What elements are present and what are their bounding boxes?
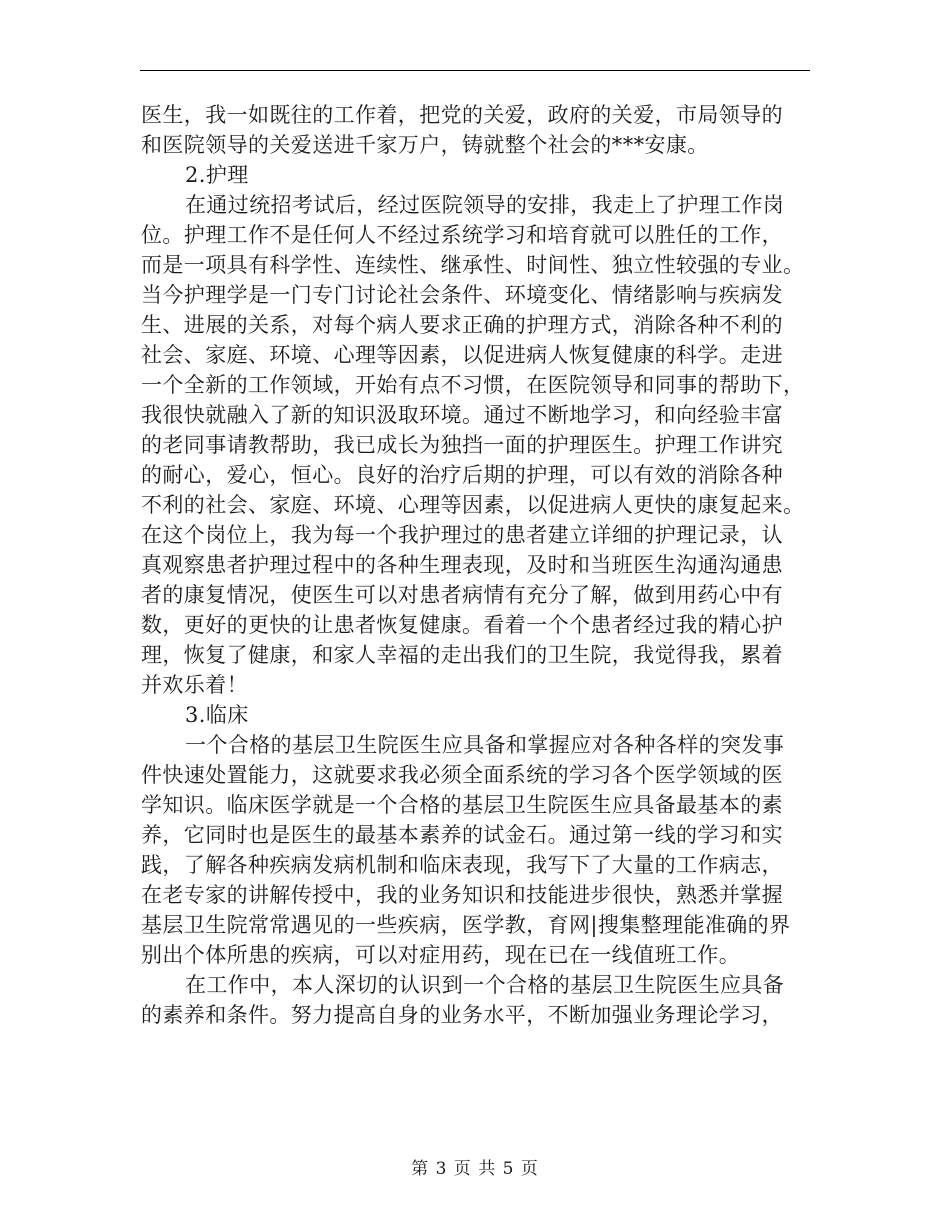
text-line: 的耐心，爱心，恒心。良好的治疗后期的护理，可以有效的消除各种: [141, 463, 783, 487]
body-text: [141, 100, 811, 1030]
text-line: 数，更好的更快的让患者恢复健康。看着一个个患者经过我的精心护: [141, 613, 783, 637]
text-line: 在通过统招考试后，经过医院领导的安排，我走上了护理工作岗: [185, 193, 785, 217]
header-rule: [140, 70, 810, 71]
text-line: 我很快就融入了新的知识汲取环境。通过不断地学习，和向经验丰富: [141, 403, 783, 427]
text-line: 养，它同时也是医生的最基本素养的试金石。通过第一线的学习和实: [141, 823, 783, 847]
text-line: 件快速处置能力，这就要求我必须全面系统的学习各个医学领域的医: [141, 763, 783, 787]
text-line: 生、进展的关系，对每个病人要求正确的护理方式，消除各种不利的: [141, 313, 783, 337]
text-line: 一个合格的基层卫生院医生应具备和掌握应对各种各样的突发事: [185, 733, 785, 757]
section-heading-clinical: 3.临床: [185, 703, 249, 727]
text-line: 的素养和条件。努力提高自身的业务水平，不断加强业务理论学习，: [141, 1003, 783, 1027]
text-line: 医生，我一如既往的工作着，把党的关爱，政府的关爱，市局领导的: [141, 103, 783, 127]
text-line: 学知识。临床医学就是一个合格的基层卫生院医生应具备最基本的素: [141, 793, 783, 817]
text-line: 位。护理工作不是任何人不经过系统学习和培育就可以胜任的工作，: [141, 223, 783, 247]
text-line: 别出个体所患的疾病，可以对症用药，现在已在一线值班工作。: [141, 943, 741, 967]
text-line: 践，了解各种疾病发病机制和临床表现，我写下了大量的工作病志，: [141, 853, 783, 877]
text-line: 真观察患者护理过程中的各种生理表现，及时和当班医生沟通沟通患: [141, 553, 783, 577]
text-line: 基层卫生院常常遇见的一些疾病，医学教，育网|搜集整理能准确的界: [141, 913, 791, 937]
text-line: 而是一项具有科学性、连续性、继承性、时间性、独立性较强的专业。: [141, 253, 805, 277]
text-line: 当今护理学是一门专门讨论社会条件、环境变化、情绪影响与疾病发: [141, 283, 783, 307]
text-line: 在老专家的讲解传授中，我的业务知识和技能进步很快，熟悉并掌握: [141, 883, 783, 907]
text-line: 者的康复情况，使医生可以对患者病情有充分了解，做到用药心中有: [141, 583, 783, 607]
text-line: 一个全新的工作领域，开始有点不习惯，在医院领导和同事的帮助下，: [141, 373, 805, 397]
text-line: 并欢乐着！: [141, 673, 248, 697]
text-line: 和医院领导的关爱送进千家万户，铸就整个社会的***安康。: [141, 133, 709, 157]
text-line: 的老同事请教帮助，我已成长为独挡一面的护理医生。护理工作讲究: [141, 433, 783, 457]
text-line: 不利的社会、家庭、环境、心理等因素，以促进病人更快的康复起来。: [141, 493, 805, 517]
page-number-footer: 第 3 页 共 5 页: [411, 1159, 539, 1179]
text-line: 社会、家庭、环境、心理等因素，以促进病人恢复健康的科学。走进: [141, 343, 783, 367]
text-line: 在工作中，本人深切的认识到一个合格的基层卫生院医生应具备: [185, 973, 785, 997]
text-line: 在这个岗位上，我为每一个我护理过的患者建立详细的护理记录，认: [141, 523, 783, 547]
text-line: 理，恢复了健康，和家人幸福的走出我们的卫生院，我觉得我，累着: [141, 643, 783, 667]
section-heading-nursing: 2.护理: [185, 163, 249, 187]
